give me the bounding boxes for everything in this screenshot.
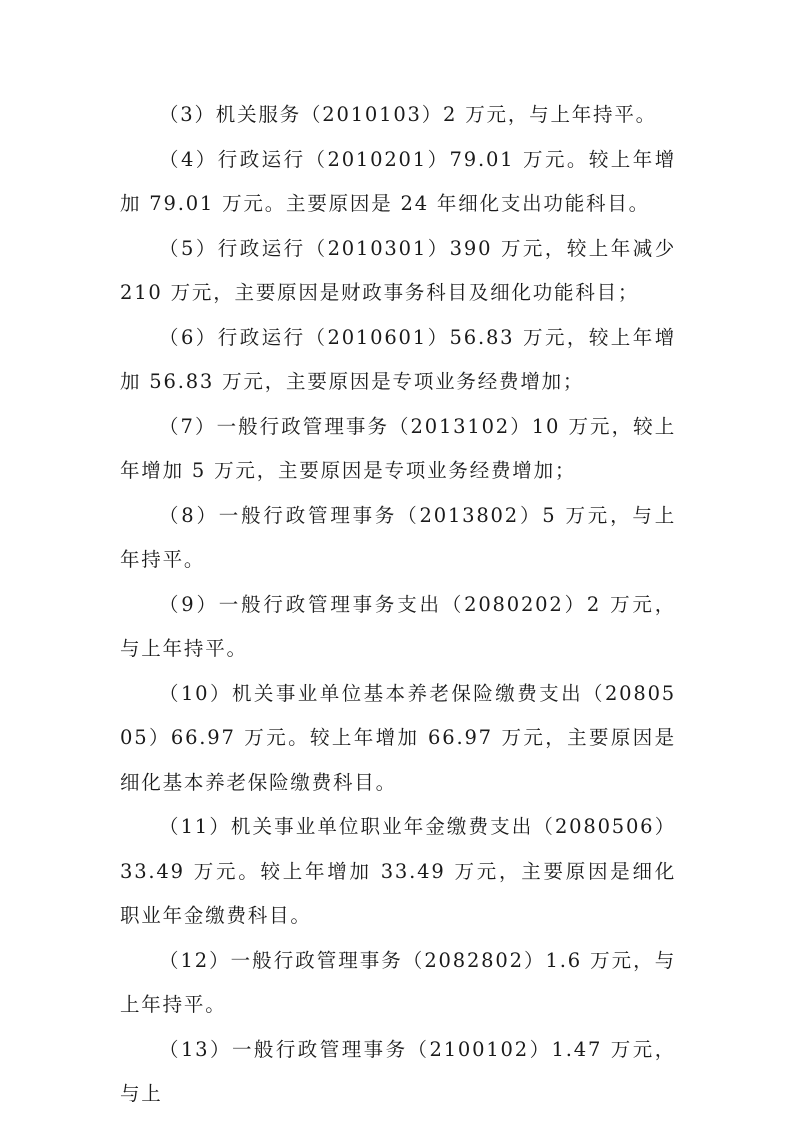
- paragraph-12: （12）一般行政管理事务（2082802）1.6 万元，与上年持平。: [120, 948, 676, 1016]
- paragraph-13: （13）一般行政管理事务（2100102）1.47 万元，与上: [120, 1037, 676, 1105]
- paragraph-11: （11）机关事业单位职业年金缴费支出（2080506）33.49 万元。较上年增加 33.49 万元，主要原因是细化职业年金缴费科目。: [120, 815, 676, 927]
- paragraph-7: （7）一般行政管理事务（2013102）10 万元，较上年增加 5 万元，主要原因是专项业务经费增加；: [120, 414, 676, 482]
- paragraph-3: （3）机关服务（2010103）2 万元，与上年持平。: [159, 103, 657, 126]
- paragraph-10: （10）机关事业单位基本养老保险缴费支出（2080505）66.97 万元。较上年增加 66.97 万元，主要原因是细化基本养老保险缴费科目。: [120, 681, 676, 794]
- paragraph-5: （5）行政运行（2010301）390 万元，较上年减少 210 万元，主要原因是财政事务科目及细化功能科目；: [120, 236, 676, 304]
- paragraph-6: （6）行政运行（2010601）56.83 万元，较上年增加 56.83 万元，主要原因是专项业务经费增加；: [120, 325, 676, 393]
- paragraph-8: （8）一般行政管理事务（2013802）5 万元，与上年持平。: [120, 503, 676, 571]
- paragraph-4: （4）行政运行（2010201）79.01 万元。较上年增加 79.01 万元。主要原因是 24 年细化支出功能科目。: [120, 147, 676, 215]
- paragraph-9: （9）一般行政管理事务支出（2080202）2 万元，与上年持平。: [120, 592, 676, 660]
- document-page: [120, 93, 676, 1117]
